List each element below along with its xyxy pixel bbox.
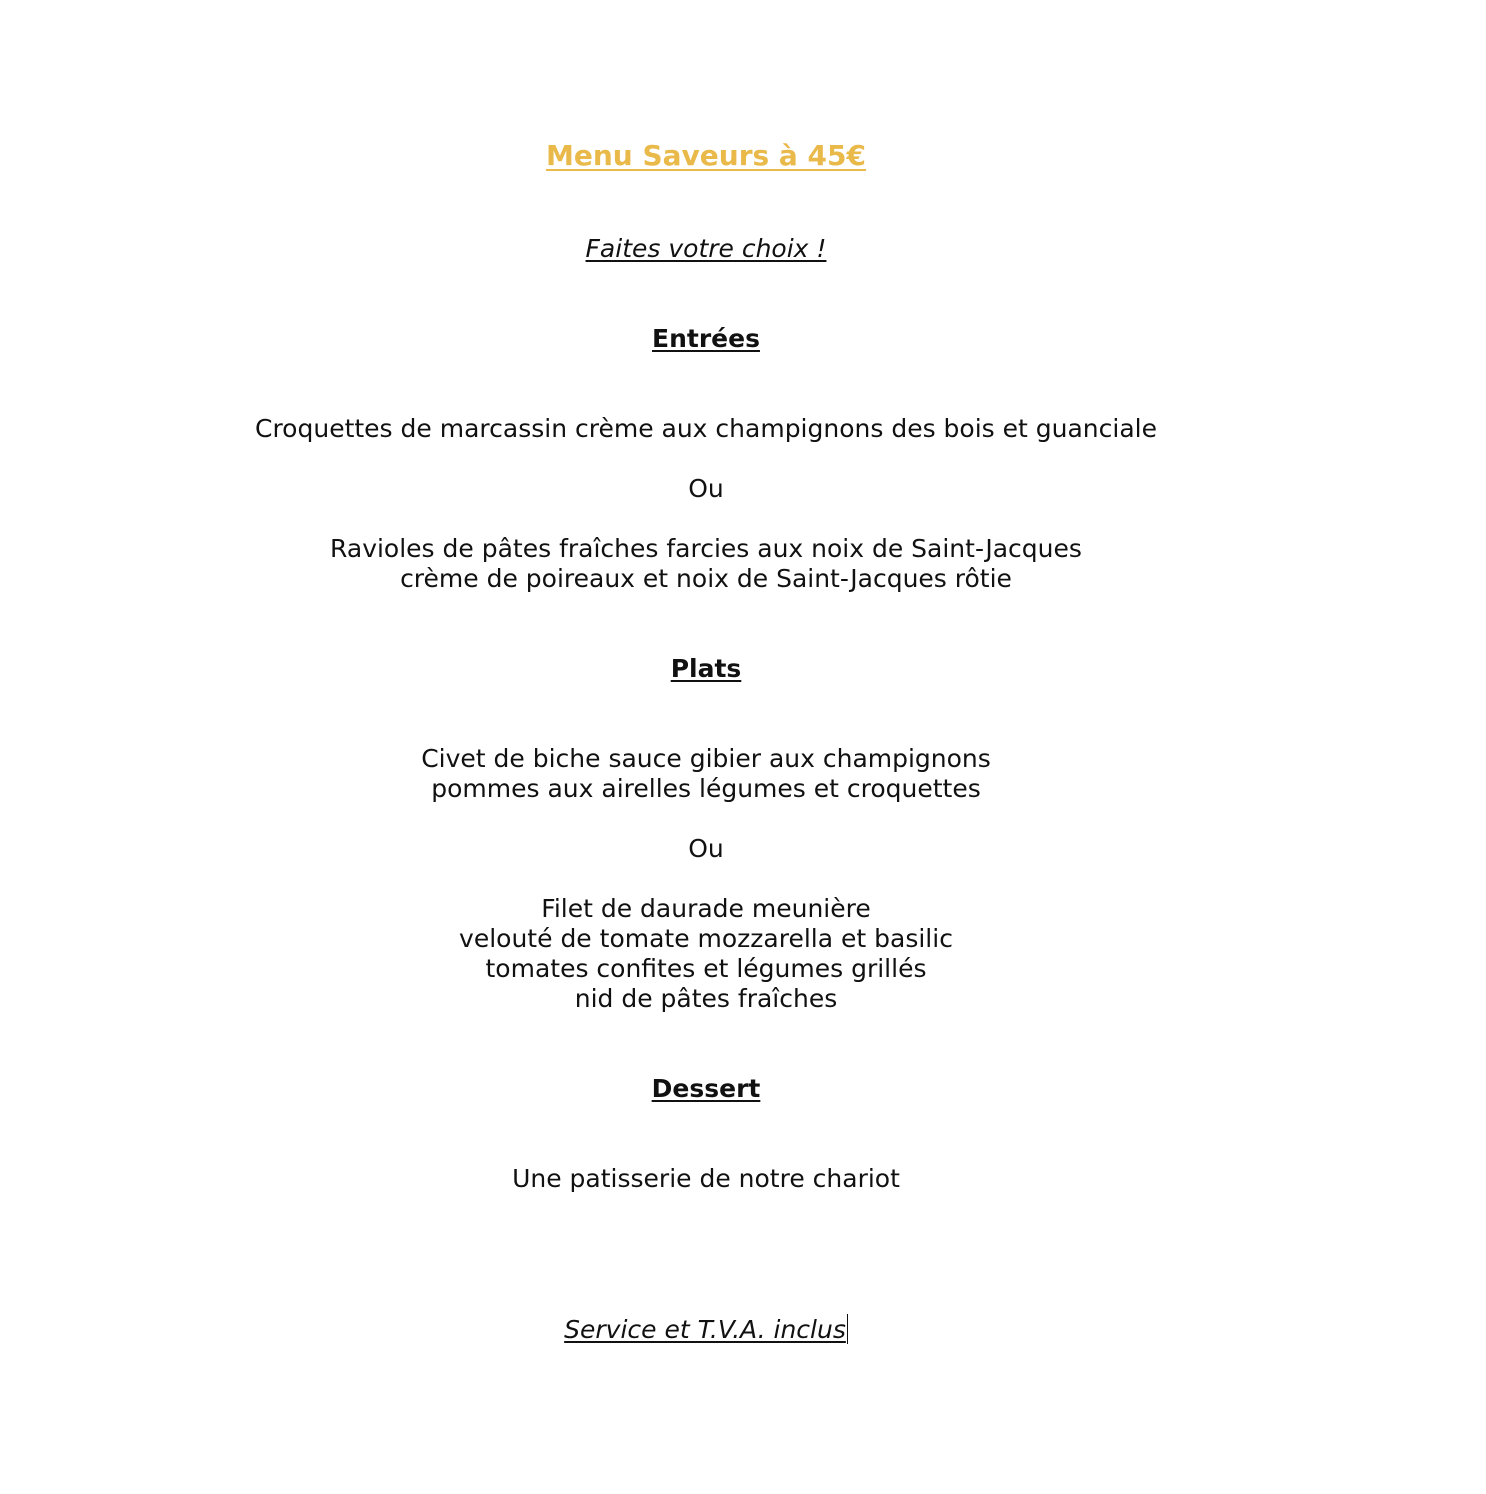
dessert-heading-line [0, 1074, 1412, 1104]
or-separator: Ou [688, 474, 724, 503]
subtitle-line [0, 234, 1412, 264]
dessert-heading: Dessert [651, 1074, 761, 1103]
dish-line: Filet de daurade meunière [541, 894, 871, 923]
dish-line: crème de poireaux et noix de Saint-Jacques rôtie [400, 564, 1012, 593]
text-cursor [847, 1314, 848, 1344]
plat-option-1-line-2 [0, 774, 1412, 804]
dish-line: Civet de biche sauce gibier aux champignons [421, 744, 991, 773]
plats-heading: Plats [670, 654, 742, 683]
plats-heading-line [0, 654, 1412, 684]
plat-option-2-line-4 [0, 984, 1412, 1014]
entree-option-2-line-1 [0, 534, 1412, 564]
entree-option-2-line-2 [0, 564, 1412, 594]
plat-option-2-line-2 [0, 924, 1412, 954]
dish-line: nid de pâtes fraîches [574, 984, 838, 1013]
dish-line: tomates confites et légumes grillés [485, 954, 927, 983]
menu-title-line [0, 139, 1412, 173]
plat-option-1-line-1 [0, 744, 1412, 774]
entree-option-1 [0, 414, 1412, 444]
footer-line [0, 1314, 1412, 1345]
dish-line: Croquettes de marcassin crème aux champignons des bois et guanciale [255, 414, 1157, 443]
dish-line: velouté de tomate mozzarella et basilic [459, 924, 953, 953]
service-note: Service et T.V.A. inclus [564, 1315, 846, 1344]
plats-separator [0, 834, 1412, 864]
menu-subtitle: Faites votre choix ! [585, 234, 827, 263]
menu-title: Menu Saveurs à 45€ [545, 139, 867, 172]
entrees-heading: Entrées [652, 324, 760, 353]
dish-line: Ravioles de pâtes fraîches farcies aux noix de Saint-Jacques [330, 534, 1082, 563]
dish-line: Une patisserie de notre chariot [512, 1164, 900, 1193]
entrees-heading-line [0, 324, 1412, 354]
or-separator: Ou [688, 834, 724, 863]
dessert-option-1 [0, 1164, 1412, 1194]
dish-line: pommes aux airelles légumes et croquettes [431, 774, 981, 803]
plat-option-2-line-1 [0, 894, 1412, 924]
entrees-separator [0, 474, 1412, 504]
plat-option-2-line-3 [0, 954, 1412, 984]
